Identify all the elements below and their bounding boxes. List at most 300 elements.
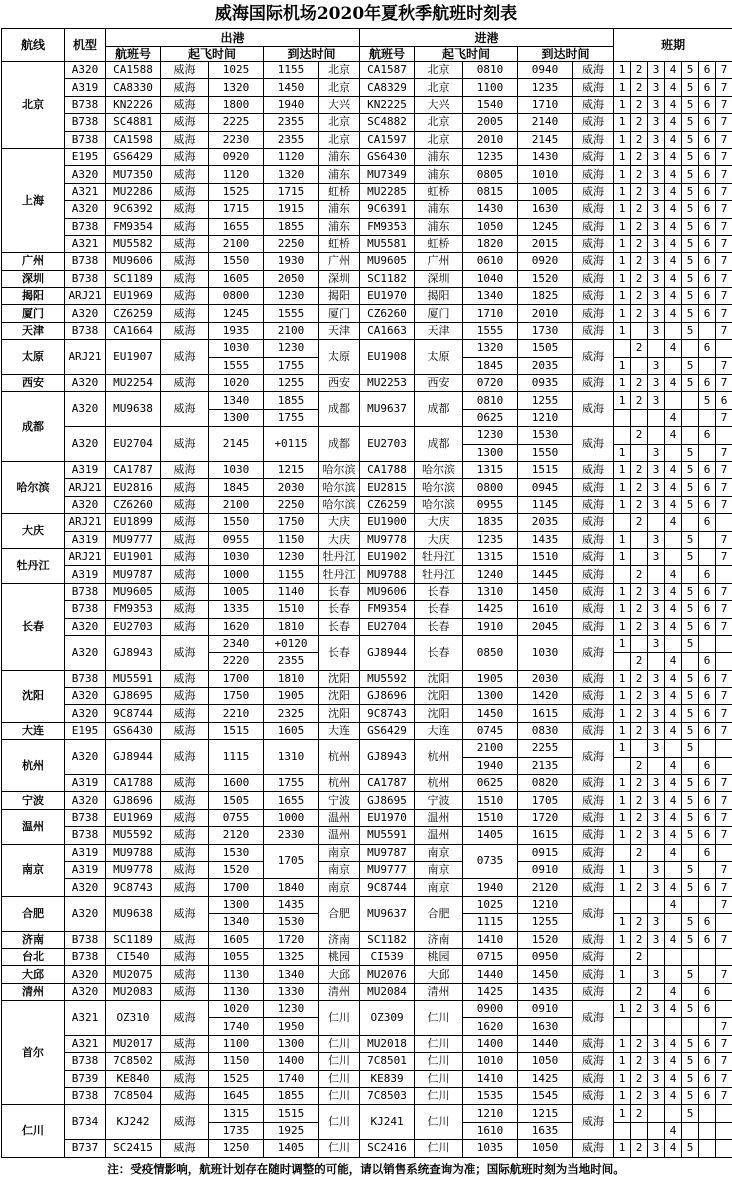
schedule-day: 5 [682,722,699,739]
schedule-day [631,966,648,983]
schedule-day [614,983,631,1000]
dep-arrive-time: 1330 [264,983,319,1000]
arr-destination: 威海 [573,131,614,148]
dep-flight-no: MU9606 [106,253,161,270]
dep-time: 1525 [209,183,264,200]
dep-origin: 威海 [161,479,209,496]
schedule-day: 7 [716,896,732,913]
schedule-day: 4 [665,601,682,618]
dep-origin: 威海 [161,392,209,427]
arr-flight-no: MU2018 [360,1035,415,1052]
arr-destination: 威海 [573,392,614,427]
arr-dep-time: 1405 [463,827,518,844]
dep-flight-no: CA1598 [106,131,161,148]
schedule-day: 3 [648,461,665,478]
aircraft-type: A320 [65,896,106,931]
dep-flight-no: CZ6260 [106,496,161,513]
dep-origin: 威海 [161,288,209,305]
route-city: 成都 [2,392,65,462]
route-header: 航线 [2,29,65,62]
arr-flight-no: MU9605 [360,253,415,270]
schedule-day: 6 [699,235,716,252]
schedule-day: 2 [631,983,648,1000]
arr-dep-time: 1100 [463,79,518,96]
schedule-day [648,427,665,444]
schedule-day: 6 [699,375,716,392]
schedule-day: 5 [682,931,699,948]
arr-flight-no: CZ6260 [360,305,415,322]
table-row [2,1088,732,1105]
arr-flight-no: MU2076 [360,966,415,983]
aircraft-type: B738 [65,322,106,339]
dep-flight-no: SC1189 [106,931,161,948]
arr-origin: 浦东 [415,166,463,183]
dep-arrive-time: 1435 [264,896,319,913]
dep-destination: 沈阳 [319,688,360,705]
route-city: 揭阳 [2,288,65,305]
arr-dep-time: 0625 [463,409,518,426]
arr-flight-no: MU9637 [360,392,415,427]
aircraft-type: B738 [65,253,106,270]
dep-origin: 威海 [161,235,209,252]
schedule-day [682,392,699,409]
aircraft-type: A320 [65,879,106,896]
dep-arrive-time: 2355 [264,114,319,131]
schedule-day: 2 [631,340,648,357]
dep-arrive-time: 1915 [264,201,319,218]
arr-destination: 威海 [573,688,614,705]
schedule-day [682,948,699,965]
arr-destination: 威海 [573,566,614,583]
schedule-day: 3 [648,548,665,565]
arr-origin: 仁川 [415,1140,463,1157]
schedule-day: 1 [614,1140,631,1157]
schedule-day: 6 [699,166,716,183]
aircraft-type: A319 [65,531,106,548]
arr-dep-time: 1905 [463,670,518,687]
arr-origin: 温州 [415,809,463,826]
table-row [2,879,732,896]
dep-time: 1340 [209,914,264,931]
arr-dep-time: 1425 [463,601,518,618]
arr-flight-no: EU1902 [360,548,415,565]
dep-destination: 温州 [319,809,360,826]
schedule-day [631,1122,648,1139]
arr-flight-no: MU7349 [360,166,415,183]
aircraft-header: 机型 [65,29,106,62]
arr-flight-no: EU1900 [360,514,415,531]
schedule-day: 2 [631,757,648,774]
schedule-day: 7 [716,1070,732,1087]
dep-arrive-time: 1155 [264,566,319,583]
aircraft-type: B739 [65,1070,106,1087]
schedule-day: 5 [682,79,699,96]
schedule-day: 2 [631,270,648,287]
schedule-day: 5 [682,62,699,79]
schedule-day: 5 [682,496,699,513]
dep-arrive-time: 1340 [264,966,319,983]
aircraft-type: B738 [65,131,106,148]
dep-destination: 桃园 [319,948,360,965]
schedule-day [716,1001,732,1018]
dep-flight-no: MU9778 [106,861,161,878]
route-city: 宁波 [2,792,65,809]
arr-arrive-time: 2145 [518,131,573,148]
arr-destination: 威海 [573,340,614,375]
schedule-day: 4 [665,79,682,96]
schedule-day: 1 [614,148,631,165]
schedule-day: 4 [665,218,682,235]
dep-flight-no: CA8330 [106,79,161,96]
schedule-day: 1 [614,479,631,496]
dep-arrive-time-header: 到达时间 [264,47,360,62]
schedule-day: 6 [699,305,716,322]
schedule-day: 3 [648,1140,665,1157]
schedule-day [614,1122,631,1139]
arr-arrive-time: 0820 [518,775,573,792]
aircraft-type: A320 [65,635,106,670]
dep-time: 2230 [209,131,264,148]
schedule-day: 5 [682,688,699,705]
dep-arrive-time: 2330 [264,827,319,844]
schedule-day: 3 [648,827,665,844]
schedule-day: 7 [716,114,732,131]
arr-origin: 哈尔滨 [415,496,463,513]
schedule-day: 6 [699,705,716,722]
dep-destination: 仁川 [319,1088,360,1105]
schedule-day: 2 [631,1001,648,1018]
dep-arrive-time: 1515 [264,1105,319,1122]
dep-time: 1750 [209,688,264,705]
schedule-day: 3 [648,479,665,496]
route-city: 哈尔滨 [2,461,65,513]
schedule-day [699,444,716,461]
dep-time: 1120 [209,166,264,183]
schedule-day: 4 [665,131,682,148]
table-row [2,861,732,878]
arr-destination: 威海 [573,548,614,565]
arr-destination: 威海 [573,618,614,635]
aircraft-type: A320 [65,705,106,722]
route-city: 温州 [2,809,65,844]
arr-flight-no: CI539 [360,948,415,965]
schedule-day: 6 [699,270,716,287]
dep-destination: 哈尔滨 [319,496,360,513]
dep-time: 1600 [209,775,264,792]
dep-time: 0955 [209,531,264,548]
table-row [2,688,732,705]
table-row [2,1053,732,1070]
dep-time: 1845 [209,479,264,496]
schedule-day: 3 [648,1088,665,1105]
arr-destination: 威海 [573,948,614,965]
arr-destination: 威海 [573,218,614,235]
aircraft-type: ARJ21 [65,340,106,375]
schedule-day [631,740,648,757]
table-row [2,218,732,235]
aircraft-type: A320 [65,740,106,775]
schedule-day: 7 [716,62,732,79]
table-row [2,288,732,305]
schedule-day: 5 [699,392,716,409]
schedule-day: 1 [614,444,631,461]
schedule-day [716,1122,732,1139]
schedule-day [699,896,716,913]
dep-destination: 济南 [319,931,360,948]
schedule-day: 5 [682,548,699,565]
route-city: 牡丹江 [2,548,65,583]
dep-flight-no: MU9788 [106,844,161,861]
schedule-day: 7 [716,548,732,565]
schedule-day: 2 [631,948,648,965]
table-row [2,740,732,757]
dep-time: 1130 [209,983,264,1000]
schedule-day: 3 [648,79,665,96]
schedule-day: 4 [665,583,682,600]
schedule-day [699,861,716,878]
arr-arrive-time: 2010 [518,305,573,322]
dep-arrive-time: 1925 [264,1122,319,1139]
schedule-day: 2 [631,375,648,392]
dep-destination: 北京 [319,114,360,131]
arr-origin: 成都 [415,392,463,427]
schedule-day [682,844,699,861]
schedule-day: 2 [631,566,648,583]
schedule-day: 4 [665,305,682,322]
schedule-day [648,983,665,1000]
arr-destination: 威海 [573,1070,614,1087]
schedule-day: 6 [699,809,716,826]
schedule-day: 4 [665,670,682,687]
schedule-day: 3 [648,62,665,79]
arr-destination: 威海 [573,253,614,270]
arr-origin: 北京 [415,114,463,131]
schedule-day: 5 [682,131,699,148]
dep-arrive-time: 1855 [264,1088,319,1105]
arr-origin: 牡丹江 [415,566,463,583]
arr-origin: 太原 [415,340,463,375]
arr-dep-time: 1400 [463,1035,518,1052]
schedule-day: 4 [665,114,682,131]
arr-dep-time: 1535 [463,1088,518,1105]
dep-flight-no: EU1907 [106,340,161,375]
schedule-day: 5 [682,583,699,600]
arr-arrive-time: 1050 [518,1053,573,1070]
dep-origin: 威海 [161,861,209,878]
schedule-day [682,409,699,426]
arr-dep-time: 1040 [463,270,518,287]
aircraft-type: B738 [65,1088,106,1105]
schedule-day: 2 [631,461,648,478]
arr-destination: 威海 [573,270,614,287]
dep-origin: 威海 [161,148,209,165]
arr-arrive-time: 1435 [518,983,573,1000]
dep-time: 1055 [209,948,264,965]
arr-origin: 仁川 [415,1105,463,1140]
dep-destination: 太原 [319,340,360,375]
schedule-day: 1 [614,809,631,826]
dep-flight-no: GS6429 [106,148,161,165]
dep-destination: 深圳 [319,270,360,287]
schedule-day: 5 [682,444,699,461]
table-row [2,496,732,513]
schedule-day [614,1018,631,1035]
arr-dep-time: 1710 [463,305,518,322]
table-row [2,375,732,392]
dep-arrive-time: 1150 [264,531,319,548]
dep-flight-no: MU9638 [106,896,161,931]
schedule-day: 7 [716,357,732,374]
dep-arrive-time: 1605 [264,722,319,739]
dep-time: 1735 [209,1122,264,1139]
table-row [2,270,732,287]
schedule-day: 2 [631,618,648,635]
aircraft-type: A319 [65,461,106,478]
arr-flight-no: GJ8944 [360,635,415,670]
dep-arrive-time: 1755 [264,775,319,792]
aircraft-type: A320 [65,201,106,218]
arr-dep-time: 1025 [463,896,518,913]
schedule-day: 3 [648,775,665,792]
arr-destination: 威海 [573,322,614,339]
dep-destination: 沈阳 [319,670,360,687]
dep-flight-no: MU2254 [106,375,161,392]
schedule-day: 7 [716,670,732,687]
schedule-day: 6 [699,775,716,792]
schedule-day: 5 [682,148,699,165]
dep-arrive-time: 1720 [264,931,319,948]
arr-origin: 长春 [415,583,463,600]
arr-flight-no: EU2815 [360,479,415,496]
dep-flight-no: FM9354 [106,218,161,235]
schedule-day: 4 [665,375,682,392]
table-row [2,983,732,1000]
schedule-day [716,740,732,757]
schedule-day: 5 [682,966,699,983]
dep-flight-no: MU5592 [106,827,161,844]
dep-time: 1115 [209,740,264,775]
dep-origin: 威海 [161,461,209,478]
schedule-day: 6 [699,148,716,165]
arr-flight-no: SC1182 [360,270,415,287]
arr-flight-no: FM9354 [360,601,415,618]
dep-time: 2100 [209,496,264,513]
schedule-day: 6 [699,514,716,531]
arr-dep-time: 0715 [463,948,518,965]
arr-flight-no: KN2225 [360,96,415,113]
dep-time: 1530 [209,844,264,861]
schedule-day: 7 [716,809,732,826]
dep-time: 1605 [209,270,264,287]
schedule-day: 2 [631,479,648,496]
schedule-day: 3 [648,357,665,374]
schedule-day: 5 [682,270,699,287]
dep-arrive-time: 1930 [264,253,319,270]
arr-arrive-time: 1425 [518,1070,573,1087]
schedule-day: 1 [614,827,631,844]
arr-dep-time: 1010 [463,1053,518,1070]
table-row [2,1001,732,1018]
dep-destination: 广州 [319,253,360,270]
arr-flight-no: 9C6391 [360,201,415,218]
dep-arrive-time: 1230 [264,340,319,357]
arr-dep-time: 1835 [463,514,518,531]
schedule-header: 班期 [614,29,732,62]
dep-arrive-time: 1155 [264,62,319,79]
schedule-day: 7 [716,218,732,235]
dep-origin: 威海 [161,722,209,739]
dep-flight-no: MU9638 [106,392,161,427]
schedule-day: 7 [716,1088,732,1105]
dep-origin: 威海 [161,218,209,235]
schedule-day [716,1140,732,1157]
arr-origin: 杭州 [415,740,463,775]
arr-dep-time: 1410 [463,1070,518,1087]
aircraft-type: A321 [65,1035,106,1052]
arr-origin: 仁川 [415,1070,463,1087]
arr-flight-no-header: 航班号 [360,47,415,62]
schedule-day [716,427,732,444]
schedule-day: 1 [614,1105,631,1122]
arr-arrive-time: 1255 [518,392,573,409]
arr-origin: 深圳 [415,270,463,287]
schedule-day: 2 [631,1140,648,1157]
arr-origin: 揭阳 [415,288,463,305]
aircraft-type: B738 [65,601,106,618]
schedule-day: 1 [614,601,631,618]
table-row [2,583,732,600]
arr-origin: 虹桥 [415,235,463,252]
schedule-day: 1 [614,253,631,270]
schedule-day: 2 [631,879,648,896]
schedule-day [699,1018,716,1035]
dep-origin: 威海 [161,270,209,287]
schedule-day: 4 [665,461,682,478]
route-city: 广州 [2,253,65,270]
schedule-day: 1 [614,966,631,983]
aircraft-type: A320 [65,983,106,1000]
table-row [2,114,732,131]
schedule-day [665,635,682,652]
dep-origin: 威海 [161,496,209,513]
schedule-day: 6 [699,131,716,148]
arr-origin: 济南 [415,931,463,948]
schedule-day: 7 [716,322,732,339]
aircraft-type: A321 [65,183,106,200]
arr-flight-no: MU2084 [360,983,415,1000]
dep-flight-no-header: 航班号 [106,47,161,62]
dep-origin: 威海 [161,1035,209,1052]
arr-dep-time: 1300 [463,688,518,705]
schedule-day [614,427,631,444]
schedule-day: 6 [699,601,716,618]
schedule-day: 4 [665,879,682,896]
arr-arrive-time: 1720 [518,809,573,826]
dep-flight-no: CA1788 [106,775,161,792]
dep-flight-no: EU1969 [106,809,161,826]
arr-destination: 威海 [573,166,614,183]
table-row [2,340,732,357]
arr-dep-time: 1940 [463,757,518,774]
arr-origin: 南京 [415,861,463,878]
schedule-day: 5 [682,670,699,687]
dep-arrive-time: 1705 [264,844,319,879]
dep-flight-no: EU1899 [106,514,161,531]
schedule-day: 1 [614,270,631,287]
dep-arrive-time: 1405 [264,1140,319,1157]
dep-time: 1515 [209,722,264,739]
timetable-body [2,62,732,1158]
